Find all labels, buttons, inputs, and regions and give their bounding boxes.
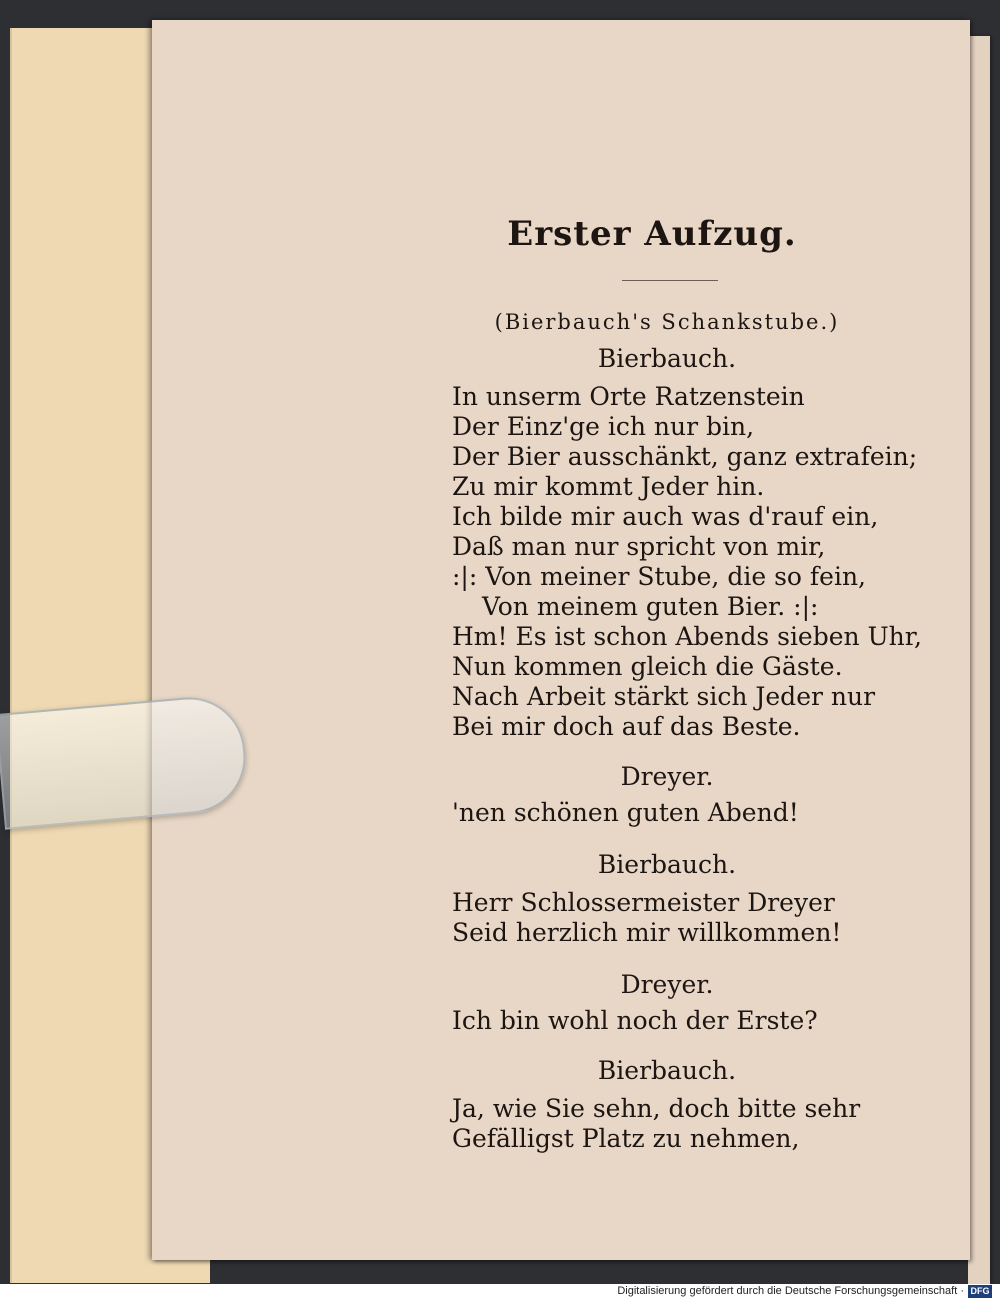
verse-line: Nach Arbeit stärkt sich Jeder nur: [452, 682, 876, 711]
verse-line: Herr Schlossermeister Dreyer: [452, 888, 835, 917]
speaker-name: Bierbauch.: [597, 850, 737, 879]
speaker-name: Dreyer.: [620, 762, 714, 791]
verse-line: Hm! Es ist schon Abends sieben Uhr,: [452, 622, 922, 651]
verse-line: Von meinem guten Bier. :|:: [482, 592, 819, 621]
dfg-logo: DFG: [968, 1285, 992, 1298]
verse-line: Ja, wie Sie sehn, doch bitte sehr: [452, 1094, 861, 1123]
verse-line: Ich bin wohl noch der Erste?: [452, 1006, 818, 1035]
speaker-name: Dreyer.: [620, 970, 714, 999]
verse-line: 'nen schönen guten Abend!: [452, 798, 799, 827]
funding-credit: Digitalisierung gefördert durch die Deutsche Forschungsgemeinschaft ·: [617, 1285, 964, 1297]
verse-line: Der Einz'ge ich nur bin,: [452, 412, 755, 441]
verse-line: Bei mir doch auf das Beste.: [452, 712, 801, 741]
verse-line: Zu mir kommt Jeder hin.: [452, 472, 765, 501]
verse-line: Nun kommen gleich die Gäste.: [452, 652, 843, 681]
verse-line: Seid herzlich mir willkommen!: [452, 918, 842, 947]
verse-line: Gefälligst Platz zu nehmen,: [452, 1124, 800, 1153]
act-title: Erster Aufzug.: [507, 214, 797, 254]
page-edge: [968, 36, 990, 1284]
verse-line: Ich bilde mir auch was d'rauf ein,: [452, 502, 879, 531]
verse-line: Der Bier ausschänkt, ganz extrafein;: [452, 442, 918, 471]
stage-direction: (Bierbauch's Schankstube.): [494, 310, 840, 334]
verse-line: In unserm Orte Ratzenstein: [452, 382, 805, 411]
title-divider: [622, 280, 718, 281]
speaker-name: Bierbauch.: [597, 1056, 737, 1085]
verse-line: :|: Von meiner Stube, die so fein,: [452, 562, 866, 591]
speaker-name: Bierbauch.: [597, 344, 737, 373]
verse-line: Daß man nur spricht von mir,: [452, 532, 826, 561]
